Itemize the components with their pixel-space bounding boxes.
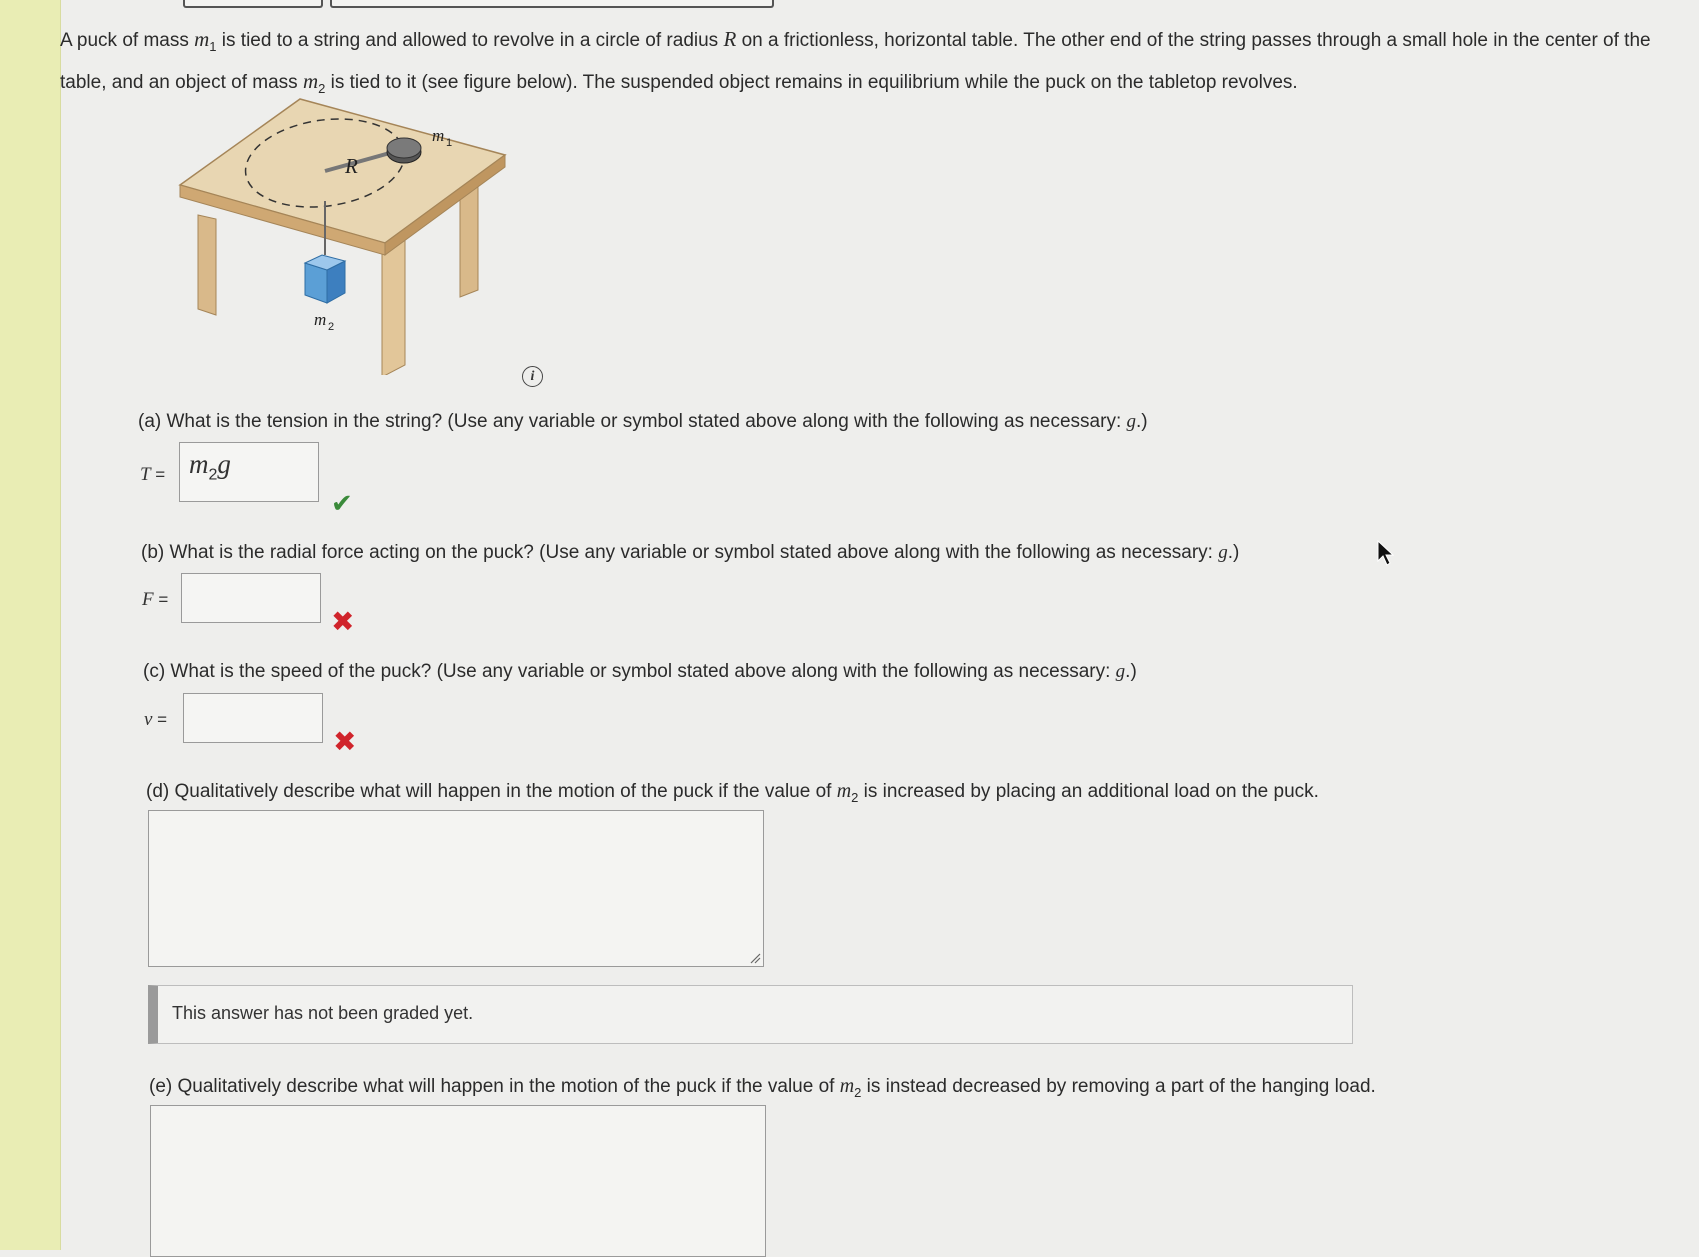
answer-c-label: v = bbox=[144, 709, 168, 730]
question-c: (c) What is the speed of the puck? (Use any variable or symbol stated above along with the following as necessary: g.) bbox=[143, 661, 1137, 682]
answer-a-input[interactable] bbox=[179, 442, 319, 502]
label-r: R bbox=[345, 154, 358, 178]
table-illustration bbox=[170, 95, 510, 375]
question-e: (e) Qualitatively describe what will happen in the motion of the puck if the value of $m_2$ is instead decreased by removing a part of the hanging load. bbox=[149, 1075, 1376, 1100]
label-m1-sub: 1 bbox=[446, 137, 453, 149]
check-icon: ✔ bbox=[331, 488, 353, 518]
answer-b-input[interactable] bbox=[181, 573, 321, 623]
answer-c-input[interactable] bbox=[183, 693, 323, 743]
label-m1: m bbox=[432, 126, 445, 145]
answer-b-label: F = bbox=[142, 589, 169, 610]
x-icon: ✖ bbox=[331, 606, 355, 637]
question-b: (b) What is the radial force acting on the puck? (Use any variable or symbol stated above along with the following as necessary: g.) bbox=[141, 542, 1240, 563]
table-puck-figure bbox=[170, 95, 510, 375]
answer-d-textarea[interactable] bbox=[148, 810, 764, 967]
info-icon[interactable]: i bbox=[522, 366, 543, 387]
question-d: (d) Qualitatively describe what will happen in the motion of the puck if the value of $m_2$ is increased by placing an additional load on the puck. bbox=[146, 780, 1319, 805]
mouse-cursor-icon bbox=[1376, 539, 1394, 567]
resize-handle-icon[interactable] bbox=[749, 952, 761, 964]
problem-statement: A puck of mass $m_1$ is tied to a string and allowed to revolve in a circle of radius R on a frictionless, horizontal table. The other end of the string passes through a small hole in the center of the table, and an object of mass $m_2$ is tied to it (see figure below). The suspended object remains in equilibrium while the puck on the tabletop revolves. bbox=[60, 27, 1651, 96]
answer-a-value: $m_2g$ bbox=[189, 449, 231, 484]
label-m2: m bbox=[314, 310, 327, 329]
label-m2-sub: 2 bbox=[328, 321, 335, 333]
grading-status-note: This answer has not been graded yet. bbox=[148, 985, 1353, 1044]
top-tab[interactable] bbox=[330, 0, 774, 8]
top-tab[interactable] bbox=[183, 0, 323, 8]
answer-a-label: T = bbox=[140, 464, 166, 485]
x-icon: ✖ bbox=[333, 726, 357, 757]
answer-e-textarea[interactable] bbox=[150, 1105, 766, 1257]
question-a: (a) What is the tension in the string? (Use any variable or symbol stated above along with the following as necessary: g.) bbox=[138, 411, 1148, 432]
left-margin-bar bbox=[0, 0, 61, 1250]
